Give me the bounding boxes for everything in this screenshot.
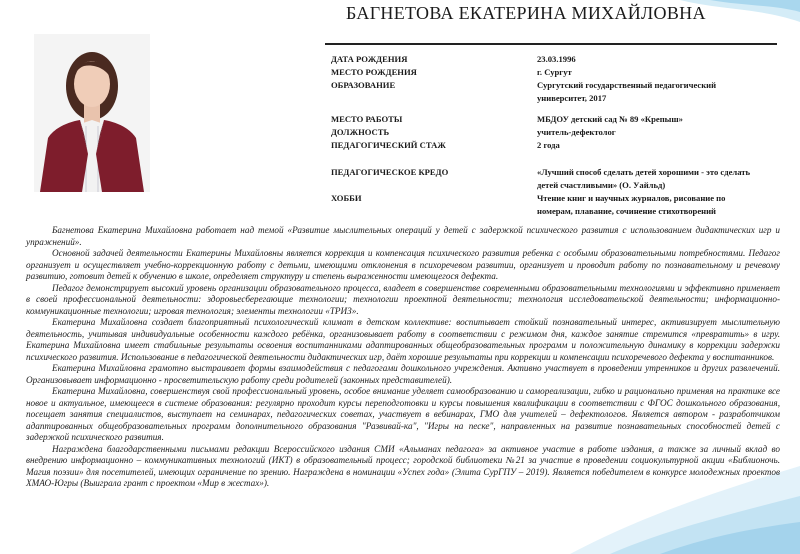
info-value: 23.03.1996 — [537, 54, 576, 64]
title-divider — [325, 43, 777, 45]
paragraph-interaction: Екатерина Михайловна грамотно выстраивает формы взаимодействия с педагогами дошкольного учреждения. Активно участвует в проведении утренников и других развлечений. Организовывает информационно - просветительскую работу среди родителей (законных представителей). — [26, 363, 780, 385]
info-value: г. Сургут — [537, 67, 572, 77]
info-label: ОБРАЗОВАНИЕ — [331, 80, 396, 90]
portrait-photo — [34, 34, 150, 192]
paragraph-climate: Екатерина Михайловна создает благоприятный психологический климат в детском коллективе: воспитывает стойкий познавательный интерес, активизирует мыслительную деятельность, учитывая индивидуальные особенности каждого ребёнка, организовывает работу в соответствии с режимом дня, каждое занятие стремится «превратить» в игру. Екатерина Михайловна имеет стабильные результаты освоения воспитанниками адаптированных общеобразовательных программ и положительную динамику в коррекции задержки психического развития. Использование в педагогической деятельности дидактических игр, даёт хорошие результаты при коррекции и компенсации психоречевого дефекта у воспитанников. — [26, 317, 780, 362]
info-label: ПЕДАГОГИЧЕСКОЕ КРЕДО — [331, 167, 449, 177]
info-value: учитель-дефектолог — [537, 127, 616, 137]
paragraph-technologies: Педагог демонстрирует высокий уровень организации образовательного процесса, владеет в совершенстве современными образовательными технологиями и эффективно применяет в своей профессиональной деятельности: здоровьесберегающие технологии; технологии проектной деятельности; технология исследовательской деятельности; информационно-коммуникационные технологии; игровая технология; элементы технологии «ТРИЗ». — [26, 282, 780, 316]
paragraph-topic: Багнетова Екатерина Михайловна работает над темой «Развитие мыслительных операций у детей с задержкой психического развития с использованием дидактических игр и упражнений». — [26, 225, 780, 247]
info-label: ДОЛЖНОСТЬ — [331, 127, 390, 137]
info-value: 2 года — [537, 140, 560, 150]
info-value: «Лучший способ сделать детей хорошими - это сделать детей счастливыми» (О. Уайльд) — [537, 167, 751, 190]
paragraph-main-task: Основной задачей деятельности Екатерины Михайловны является коррекция и компенсация психического развития ребенка с особыми образовательными потребностями. Педагог организует и осуществляет учебно-коррекционную работу с детьми, имеющими отклонения в психоречевом развитии, организует и проводит работу по познавательному и речевому развитию, готовит детей к обучению в школе, определяет структуру и степень выраженности имеющегося дефекта. — [26, 248, 780, 281]
person-name-title: БАГНЕТОВА ЕКАТЕРИНА МИХАЙЛОВНА — [346, 3, 706, 23]
info-label: МЕСТО РОЖДЕНИЯ — [331, 67, 417, 77]
biography-text — [26, 225, 780, 490]
info-label: МЕСТО РАБОТЫ — [331, 114, 403, 124]
info-value: Чтение книг и научных журналов, рисование по номерам, плавание, сочинение стихотворений — [537, 193, 726, 216]
info-label: ПЕДАГОГИЧЕСКИЙ СТАЖ — [331, 140, 446, 150]
info-label: ДАТА РОЖДЕНИЯ — [331, 54, 408, 64]
info-value: Сургутский государственный педагогический университет, 2017 — [537, 80, 717, 103]
info-value: МБДОУ детский сад № 89 «Крепыш» — [537, 114, 683, 124]
paragraph-awards: Награждена благодарственными письмами редакции Всероссийского издания СМИ «Альманах педагога» за активное участие в работе издания, а также за личный вклад во внедрению информационно – коммуникативных технологий (ИКТ) в образовательный процесс; городской библиотеки №21 за участие в проведении социокультурной акции «Библионочь. Магия поэзии» для посетителей, имеющих ограничение по зрению. Награждена в номинации «Успех года» (Элита СурГПУ – 2019). Является победителем в конкурсе молодежных проектов ХМАО-Югры (Выиграла грант с проектом «Мир в жестах»). — [26, 443, 780, 488]
info-label: ХОББИ — [331, 193, 362, 203]
paragraph-self-education: Екатерина Михайловна, совершенствуя свой профессиональный уровень, особое внимание уделяет самообразованию и самореализации, гибко и рационально применяя на практике все новое и актуальное, имеющееся в системе образования: регулярно проходит курсы переподготовки и курсы повышения квалификации в соответствии с ФГОС дошкольного образования, посещает занятия специалистов, выступает на семинарах, педагогических советах, участвует в вебинарах, ГМО для учителей – дефектологов. Является автором - разработчиком адаптированных общеобразовательных программ дополнительного образования "Развивай-ка", "Игры на песке", направленных на развитие познавательных способностей детей с задержкой психического развития. — [26, 386, 780, 442]
